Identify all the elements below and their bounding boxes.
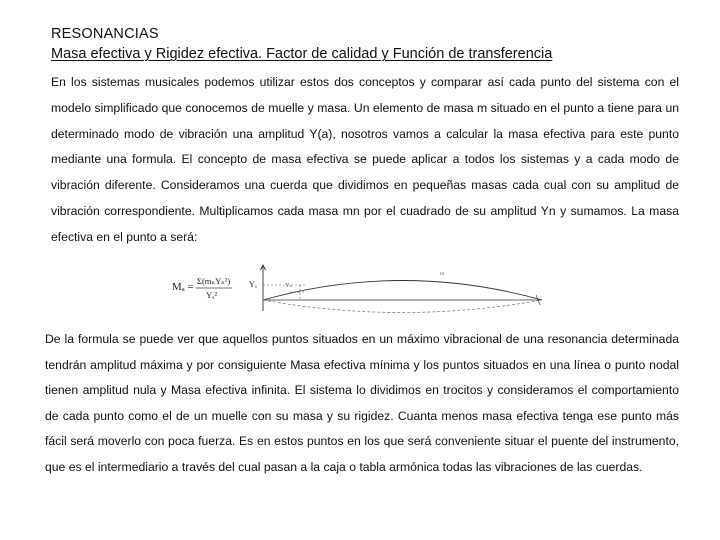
string-diagram bbox=[170, 263, 542, 318]
label-ya: Yₐ bbox=[249, 280, 257, 289]
formula-denominator: Yₐ² bbox=[206, 290, 218, 300]
string-mode-upper bbox=[263, 281, 542, 301]
string-mode-lower bbox=[263, 300, 542, 313]
formula-lhs: Mₐ = bbox=[172, 281, 194, 293]
page-title: RESONANCIAS bbox=[51, 26, 159, 42]
effective-mass-figure bbox=[170, 263, 542, 318]
label-m: m bbox=[440, 271, 445, 277]
label-yn: Yₙ bbox=[285, 283, 292, 289]
page-subtitle: Masa efectiva y Rigidez efectiva. Factor de calidad y Función de transferencia bbox=[51, 46, 553, 62]
paragraph-1: En los sistemas musicales podemos utilizar estos dos conceptos y comparar así cada punto del sistema con el modelo simplificado que conocemos de muelle y masa. Un elemento de masa m situado en el punto a tiene para un determinado modo de vibración una amplitud Y(a), nosotros vamos a calcular la masa efectiva para este punto mediante una formula. El concepto de masa efectiva se puede aplicar a todos los sistemas y a cada modo de vibración diferente. Consideramos una cuerda que dividimos en pequeñas masas cada cual con su amplitud de vibración correspondiente. Multiplicamos cada masa mn por el cuadrado de su amplitud Yn y sumamos. La masa efectiva en el punto a será: bbox=[51, 75, 679, 244]
paragraph-2: De la formula se puede ver que aquellos puntos situados en un máximo vibracional de una resonancia determinada tendrán amplitud máxima y por consiguiente Masa efectiva mínima y los puntos situados en una línea o punto nodal tienen amplitud nula y Masa efectiva infinita. El sistema lo dividimos en trocitos y consideramos el comportamiento de cada punto como el de un muelle con su masa y su rigidez. Cuanta menos masa efectiva tenga ese punto más fácil será moverlo con poca fuerza. Es en estos puntos en los que será conveniente situar el puente del instrumento, que es el intermediario a través del cual pasan a la caja o tabla armónica todas las vibraciones de las cuerdas. bbox=[45, 332, 679, 474]
formula-numerator: Σ(mₙYₙ²) bbox=[197, 276, 231, 286]
